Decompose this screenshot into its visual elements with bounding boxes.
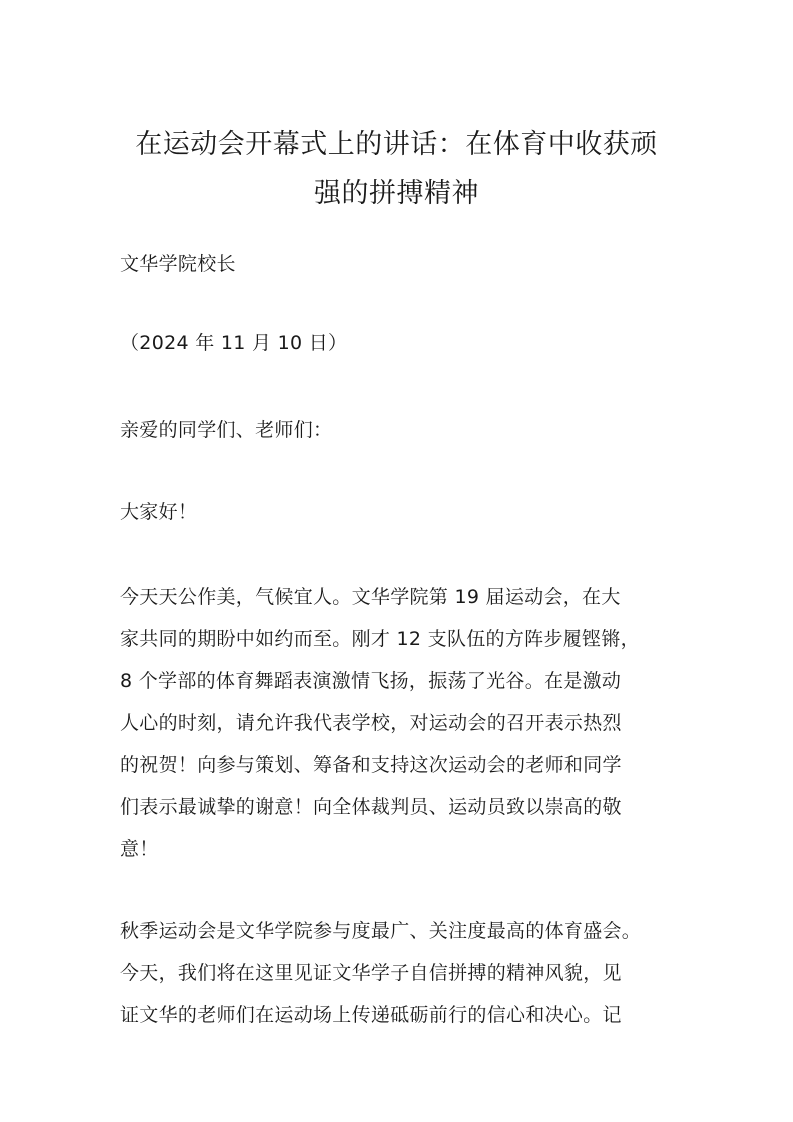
paragraph-1-line: 人心的时刻，请允许我代表学校，对运动会的召开表示热烈 <box>120 712 622 734</box>
paragraph-1-line: 今天天公作美，气候宜人。文华学院第 19 届运动会，在大 <box>120 586 621 608</box>
greeting: 大家好！ <box>120 501 198 523</box>
title-line-2: 强的拼搏精神 <box>314 178 479 209</box>
date-line: （2024 年 11 月 10 日） <box>120 332 348 354</box>
paragraph-1-line: 家共同的期盼中如约而至。刚才 12 支队伍的方阵步履铿锵， <box>120 628 640 650</box>
title-line-1: 在运动会开幕式上的讲话：在体育中收获顽 <box>135 129 658 160</box>
author-line: 文华学院校长 <box>120 253 236 275</box>
paragraph-1-line: 的祝贺！向参与策划、筹备和支持这次运动会的老师和同学 <box>120 754 622 776</box>
paragraph-1-line: 8 个学部的体育舞蹈表演激情飞扬，振荡了光谷。在是激动 <box>120 670 622 692</box>
paragraph-1-line: 们表示最诚挚的谢意！向全体裁判员、运动员致以崇高的敬 <box>120 796 622 818</box>
paragraph-2-line: 秋季运动会是文华学院参与度最广、关注度最高的体育盛会。 <box>120 920 642 942</box>
paragraph-2-line: 证文华的老师们在运动场上传递砥砺前行的信心和决心。记 <box>120 1004 622 1026</box>
salutation: 亲爱的同学们、老师们： <box>120 419 333 441</box>
paragraph-1-line: 意！ <box>120 838 159 860</box>
paragraph-2-line: 今天，我们将在这里见证文华学子自信拼搏的精神风貌，见 <box>120 962 622 984</box>
